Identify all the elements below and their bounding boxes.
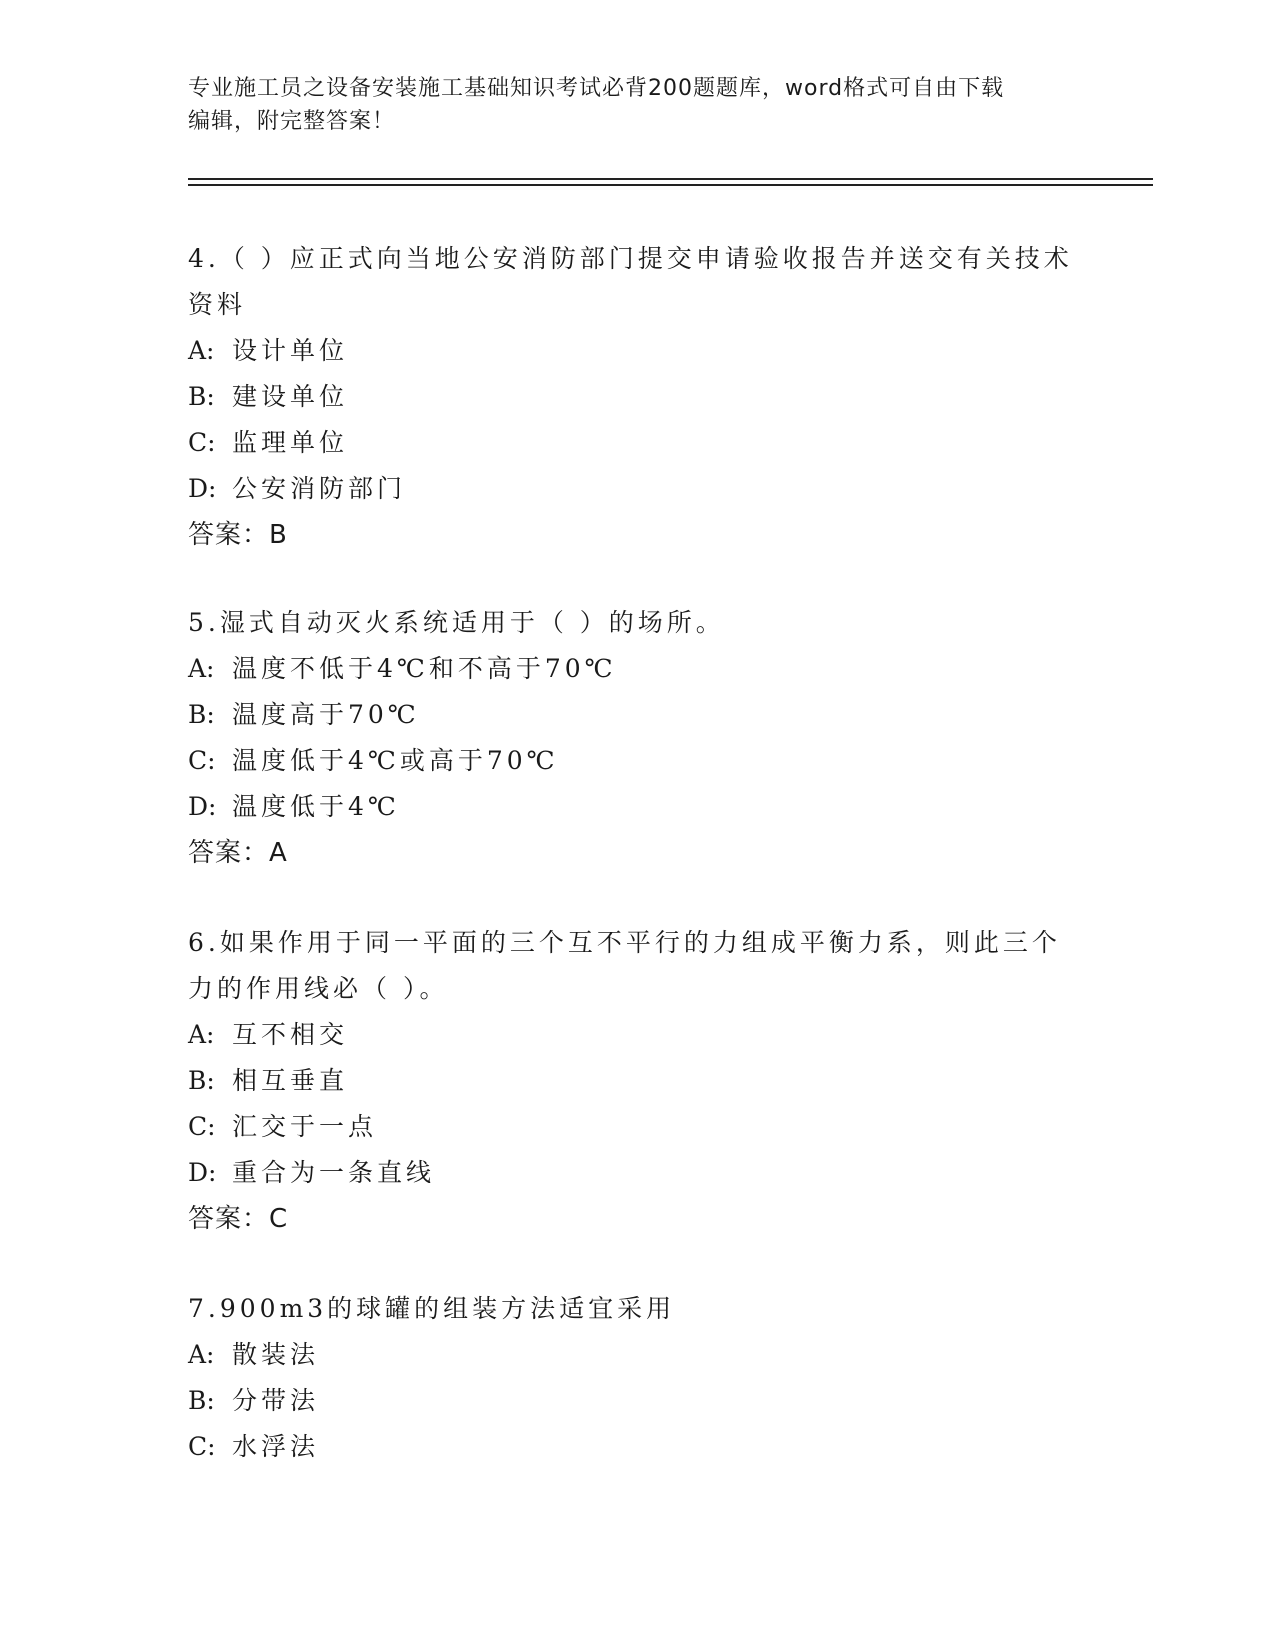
question-4-option-a xyxy=(188,328,1088,374)
option-key: D: xyxy=(188,1158,217,1187)
question-5 xyxy=(188,600,1088,876)
option-key: D: xyxy=(188,474,217,503)
option-key: A: xyxy=(188,654,215,683)
question-4-option-b xyxy=(188,374,1088,420)
option-text: 监理单位 xyxy=(232,428,349,457)
option-key: A: xyxy=(188,1020,215,1049)
question-7-option-b xyxy=(188,1378,1088,1424)
option-text: 温度低于4℃或高于70℃ xyxy=(232,746,559,775)
question-6-answer: 答案：C xyxy=(188,1204,289,1234)
option-key: B: xyxy=(188,382,215,411)
option-text: 设计单位 xyxy=(232,336,349,365)
question-4-text-line-1: 4.（ ）应正式向当地公安消防部门提交申请验收报告并送交有关技术 xyxy=(188,244,1073,273)
option-key: A: xyxy=(188,336,215,365)
question-5-option-c xyxy=(188,738,1088,784)
option-key: C: xyxy=(188,428,216,457)
question-7-option-a xyxy=(188,1332,1088,1378)
question-7-text-line-1: 7.900m3的球罐的组装方法适宜采用 xyxy=(188,1294,676,1323)
option-key: B: xyxy=(188,1386,215,1415)
option-key: B: xyxy=(188,1066,215,1095)
option-text: 散装法 xyxy=(232,1340,320,1369)
option-key: C: xyxy=(188,1432,216,1461)
question-5-text-line-1: 5.湿式自动灭火系统适用于（ ）的场所。 xyxy=(188,608,725,637)
question-5-option-a xyxy=(188,646,1088,692)
question-4-option-d xyxy=(188,466,1088,512)
option-text: 互不相交 xyxy=(232,1020,349,1049)
option-text: 建设单位 xyxy=(232,382,349,411)
option-key: A: xyxy=(188,1340,215,1369)
question-6 xyxy=(188,920,1088,1242)
option-key: C: xyxy=(188,746,216,775)
question-4 xyxy=(188,236,1088,558)
question-6-option-a xyxy=(188,1012,1088,1058)
option-text: 汇交于一点 xyxy=(232,1112,378,1141)
option-key: D: xyxy=(188,792,217,821)
question-6-text-line-1: 6.如果作用于同一平面的三个互不平行的力组成平衡力系，则此三个 xyxy=(188,928,1061,957)
option-text: 温度低于4℃ xyxy=(232,792,400,821)
question-4-option-c xyxy=(188,420,1088,466)
document-header xyxy=(188,72,1068,138)
header-divider-bottom xyxy=(188,184,1153,186)
question-4-answer: 答案：B xyxy=(188,520,288,550)
option-text: 温度不低于4℃和不高于70℃ xyxy=(232,654,617,683)
option-text: 相互垂直 xyxy=(232,1066,349,1095)
question-6-option-d xyxy=(188,1150,1088,1196)
header-title-line-2: 编辑，附完整答案！ xyxy=(188,109,396,134)
option-text: 温度高于70℃ xyxy=(232,700,420,729)
question-6-text-line-2: 力的作用线必（ ）。 xyxy=(188,974,449,1003)
question-7-option-c xyxy=(188,1424,1088,1470)
option-text: 重合为一条直线 xyxy=(232,1158,436,1187)
header-title-line-1: 专业施工员之设备安装施工基础知识考试必背200题题库，word格式可自由下载 xyxy=(188,76,1005,101)
header-divider-top xyxy=(188,178,1153,180)
question-5-option-b xyxy=(188,692,1088,738)
option-text: 水浮法 xyxy=(232,1432,320,1461)
option-text: 分带法 xyxy=(232,1386,320,1415)
question-7 xyxy=(188,1286,1088,1470)
question-6-option-c xyxy=(188,1104,1088,1150)
option-key: C: xyxy=(188,1112,216,1141)
option-text: 公安消防部门 xyxy=(232,474,407,503)
question-4-text-line-2: 资料 xyxy=(188,290,247,319)
question-5-answer: 答案：A xyxy=(188,838,288,868)
question-6-option-b xyxy=(188,1058,1088,1104)
question-5-option-d xyxy=(188,784,1088,830)
option-key: B: xyxy=(188,700,215,729)
